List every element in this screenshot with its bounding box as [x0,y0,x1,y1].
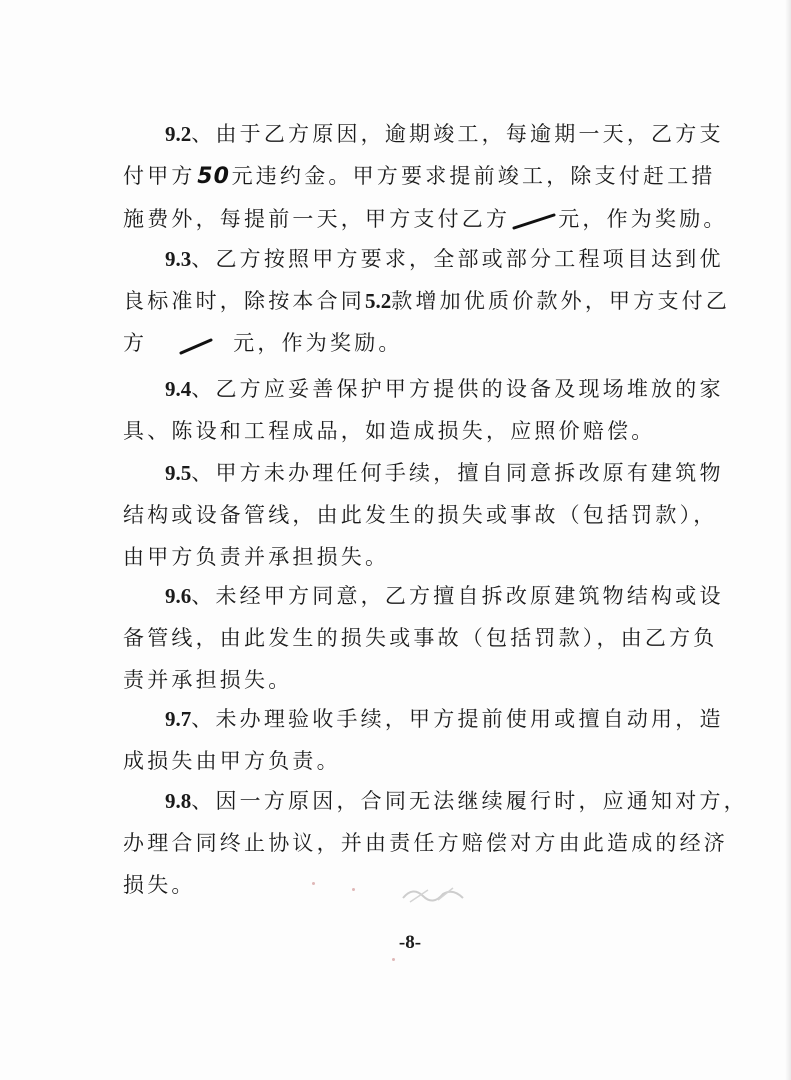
clause-number: 9.4 [165,377,192,401]
clause-number: 9.7 [165,707,192,731]
clause-text: 具、陈设和工程成品，如造成损失，应照价赔偿。 [123,419,656,443]
clause-9-7 [123,698,724,782]
clause-text: 、甲方未办理任何手续，擅自同意拆改原有建筑物 [191,461,724,485]
clause-text: 施费外，每提前一天，甲方支付乙方 [123,207,511,231]
clause-line [123,494,718,536]
clause-number: 9.5 [165,461,192,485]
scan-speck [312,882,315,885]
clause-text: 良标准时，除按本合同 [123,289,365,313]
clause-9-5 [123,452,724,578]
clause-9-2 [123,113,728,240]
clause-text: 结构或设备管线，由此发生的损失或事故（包括罚款）， [123,503,718,527]
clause-line [123,368,724,410]
clause-line [123,113,724,155]
clause-text: 损失。 [123,873,196,897]
clause-text: 、乙方应妥善保护甲方提供的设备及现场堆放的家 [191,377,724,401]
clause-text: 办理合同终止协议，并由责任方赔偿对方由此造成的经济 [123,831,728,855]
clause-text: 由甲方负责并承担损失。 [123,545,390,569]
clause-line [123,698,724,740]
stamp-smudge-icon [398,878,468,908]
clause-9-6 [123,575,724,701]
scan-speck [392,958,395,961]
clause-9-3 [123,238,731,364]
clause-number: 9.6 [165,584,192,608]
scan-edge-shadow [785,0,791,1080]
clause-line [123,659,683,701]
clause-line [123,617,718,659]
clause-text: 、未经甲方同意，乙方擅自拆改原建筑物结构或设 [191,584,724,608]
clause-line [123,822,728,864]
scan-speck [352,888,355,891]
clause-text: 备管线，由此发生的损失或事故（包括罚款），由乙方负 [123,626,718,650]
clause-text: 成损失由甲方负责。 [123,749,341,773]
clause-number: 9.8 [165,789,192,813]
clause-line [123,740,683,782]
clause-text: 付甲方 [123,164,196,188]
handwritten-slash-icon [510,211,558,231]
clause-text: 、由于乙方原因，逾期竣工，每逾期一天，乙方支 [191,122,724,146]
clause-line [123,238,724,280]
clause-line [123,322,683,364]
clause-9-4 [123,368,724,452]
clause-text: 元违约金。甲方要求提前竣工，除支付赶工措 [231,164,716,188]
clause-line [123,280,731,322]
clause-text: 、未办理验收手续，甲方提前使用或擅自动用，造 [191,707,724,731]
clause-line [123,536,683,578]
handwritten-slash-icon [161,335,233,355]
clause-text: 款增加优质价款外，甲方支付乙 [391,289,731,313]
clause-text: 元，作为奖励。 [558,207,728,231]
clause-line [123,452,724,494]
clause-number: 9.2 [165,122,192,146]
clause-line [123,575,724,617]
clause-text: 责并承担损失。 [123,668,293,692]
clause-line [123,780,748,822]
clause-line [123,410,683,452]
handwritten-amount: 50 [197,164,230,189]
clause-reference: 5.2 [365,289,392,313]
page-number: -8- [398,932,422,953]
clause-text: 方 [123,331,148,355]
clause-line [123,198,728,240]
clause-text: 元，作为奖励。 [233,331,403,355]
clause-line [123,155,716,198]
clause-text: 、乙方按照甲方要求，全部或部分工程项目达到优 [191,247,724,271]
clause-number: 9.3 [165,247,192,271]
clause-text: 、因一方原因，合同无法继续履行时，应通知对方， [191,789,748,813]
